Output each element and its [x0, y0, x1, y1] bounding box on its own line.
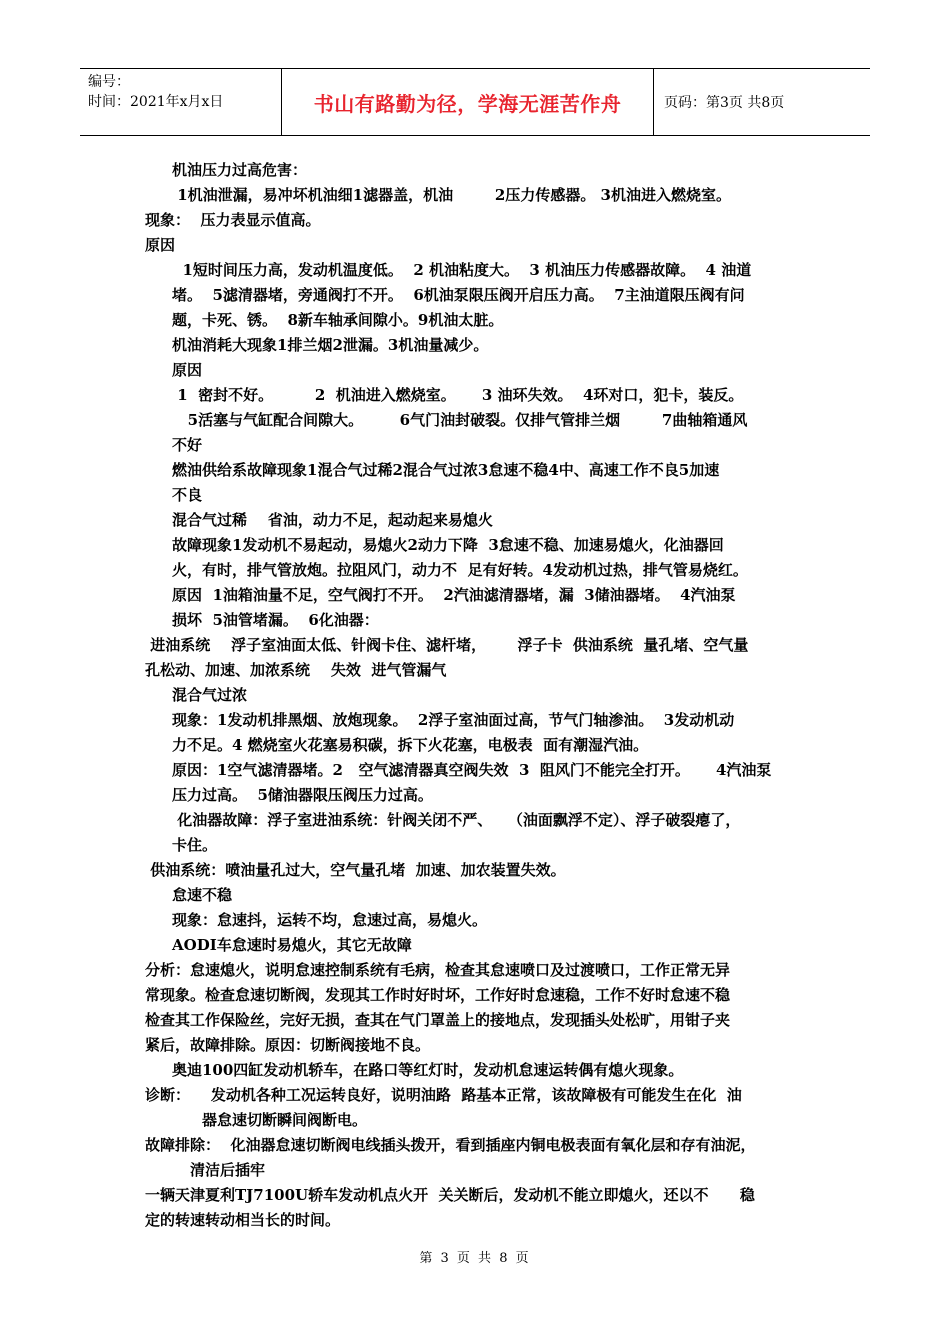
body-line: 清洁后插牢 [190, 1161, 266, 1179]
header-page-number: 页码：第3页 共8页 [664, 95, 785, 111]
body-line: 原因：1空气滤清器堵。2 空气滤清器真空阀失效 3 阻风门不能完全打开。 4汽油泵 [172, 761, 772, 779]
body-line: 供油系统：喷油量孔过大，空气量孔堵 加速、加农装置失效。 [145, 861, 566, 879]
body-line: 现象： 压力表显示值高。 [145, 211, 321, 229]
body-line: 堵。 5滤清器堵，旁通阀打不开。 6机油泵限压阀开启压力高。 7主油道限压阀有问 [172, 286, 745, 304]
document-number-label: 编号： [88, 74, 130, 90]
body-line: 定的转速转动相当长的时间。 [145, 1211, 341, 1229]
body-line: 一辆天津夏利TJ7100U轿车发动机点火开 关关断后，发动机不能立即熄火，还以不 稳 [145, 1186, 755, 1204]
body-line: 损坏 5油管堵漏。 6化油器： [172, 611, 379, 629]
body-line: 1机油泄漏，易冲坏机油细1滤器盖，机油 2压力传感器。 3机油进入燃烧室。 [172, 186, 731, 204]
body-line: 力不足。4 燃烧室火花塞易积碳，拆下火花塞，电极表 面有潮湿汽油。 [172, 736, 649, 754]
body-line: 诊断： 发动机各种工况运转良好，说明油路 路基本正常，该故障极有可能发生在化 油 [145, 1086, 742, 1104]
body-line: 进油系统 浮子室油面太低、针阀卡住、滤杆堵， 浮子卡 供油系统 量孔堵、空气量 [145, 636, 749, 654]
body-line: 怠速不稳 [172, 886, 233, 904]
body-line: 燃油供给系故障现象1混合气过稀2混合气过浓3怠速不稳4中、高速工作不良5加速 [172, 461, 720, 479]
body-line: 检查其工作保险丝，完好无损，查其在气门罩盖上的接地点，发现插头处松旷，用钳子夹 [145, 1011, 731, 1029]
body-line: 机油压力过高危害： [172, 161, 308, 179]
body-line: 题，卡死、锈。 8新车轴承间隙小。9机油太脏。 [172, 311, 504, 329]
body-line: 化油器故障：浮子室进油系统：针阀关闭不严、 （油面飘浮不定）、浮子破裂瘪了， [172, 811, 741, 829]
body-line: 原因 1油箱油量不足，空气阀打不开。 2汽油滤清器堵，漏 3储油器堵。 4汽油泵 [172, 586, 736, 604]
body-line: 不好 [172, 436, 203, 454]
header-page-cell [654, 69, 870, 135]
header-meta [80, 69, 282, 135]
body-line: 压力过高。 5储油器限压阀压力过高。 [172, 786, 433, 804]
page-header [80, 68, 870, 136]
body-line: 1短时间压力高，发动机温度低。 2 机油粘度大。 3 机油压力传感器故障。 4 油道 [172, 261, 752, 279]
page-footer: 第 3 页 共 8 页 [419, 1251, 531, 1266]
body-line: 5活塞与气缸配合间隙大。 6气门油封破裂。仅排气管排兰烟 7曲轴箱通风 [172, 411, 748, 429]
body-line: 奥迪100四缸发动机轿车，在路口等红灯时，发动机怠速运转偶有熄火现象。 [172, 1061, 684, 1079]
body-line: 卡住。 [172, 836, 218, 854]
body-line: 常现象。检查怠速切断阀，发现其工作时好时坏，工作好时怠速稳，工作不好时怠速不稳 [145, 986, 731, 1004]
document-time-label: 时间：2021年x月x日 [88, 94, 224, 110]
body-line: 现象：怠速抖，运转不均，怠速过高，易熄火。 [172, 911, 488, 929]
body-line: 故障现象1发动机不易起动，易熄火2动力下降 3怠速不稳、加速易熄火，化油器回 [172, 536, 724, 554]
body-line: 火，有时，排气管放炮。拉阻风门，动力不 足有好转。4发动机过热，排气管易烧红。 [172, 561, 748, 579]
body-line: 分析：怠速熄火，说明怠速控制系统有毛病，检查其怠速喷口及过渡喷口，工作正常无异 [145, 961, 731, 979]
body-line: 孔松动、加速、加浓系统 失效 进气管漏气 [145, 661, 447, 679]
body-line: 现象：1发动机排黑烟、放炮现象。 2浮子室油面过高，节气门轴渗油。 3发动机动 [172, 711, 735, 729]
body-line: 原因 [145, 236, 176, 254]
body-line: 故障排除： 化油器怠速切断阀电线插头拨开，看到插座内铜电极表面有氧化层和存有油泥， [145, 1136, 756, 1154]
body-line: 机油消耗大现象1排兰烟2泄漏。3机油量减少。 [172, 336, 489, 354]
body-line: 紧后，故障排除。原因：切断阀接地不良。 [145, 1036, 431, 1054]
body-line: 器怠速切断瞬间阀断电。 [202, 1111, 368, 1129]
body-line: 混合气过浓 [172, 686, 248, 704]
body-line: AODI车怠速时易熄火，其它无故障 [172, 936, 412, 954]
body-line: 混合气过稀 省油，动力不足，起动起来易熄火 [172, 511, 493, 529]
header-motto-cell [282, 69, 654, 135]
body-line: 1 密封不好。 2 机油进入燃烧室。 3 油环失效。 4环对口，犯卡，装反。 [172, 386, 744, 404]
header-motto: 书山有路勤为径，学海无涯苦作舟 [313, 91, 622, 116]
body-line: 原因 [172, 361, 203, 379]
body-line: 不良 [172, 486, 203, 504]
